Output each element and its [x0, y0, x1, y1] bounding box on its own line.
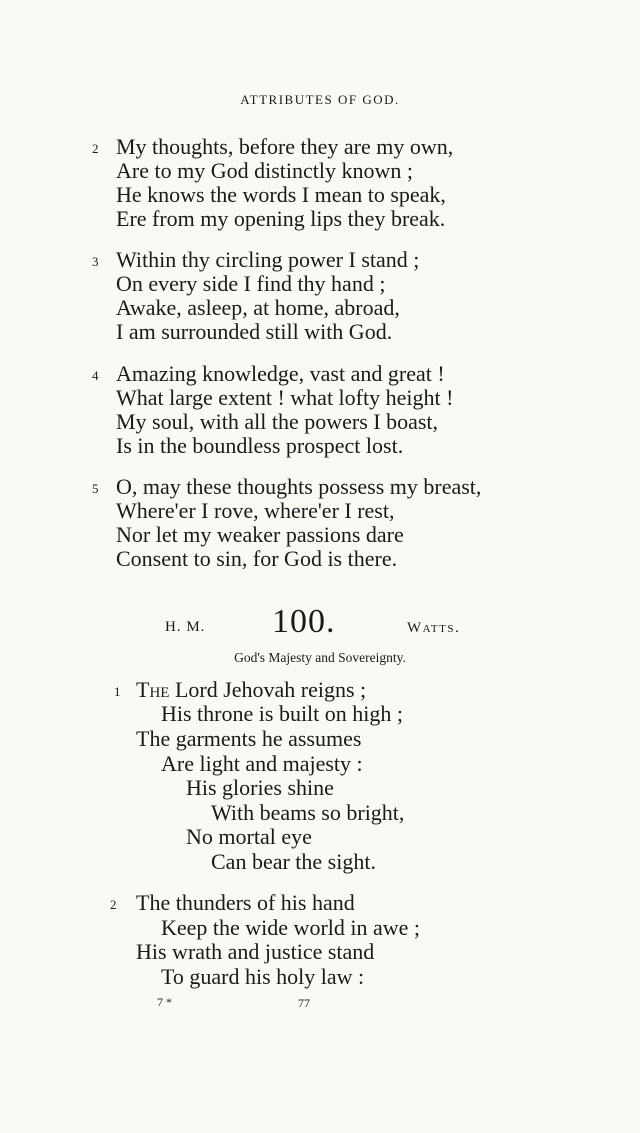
signature-mark: 7 * — [157, 995, 172, 1009]
verse-line: Within thy circling power I stand ; — [116, 247, 420, 272]
verse-line: He knows the words I mean to speak, — [116, 182, 446, 207]
stanza-number: 2 — [110, 897, 117, 912]
verse-line: Amazing knowledge, vast and great ! — [116, 361, 445, 386]
verse-line: Awake, asleep, at home, abroad, — [116, 295, 400, 320]
verse-line: Consent to sin, for God is there. — [116, 546, 398, 571]
verse-line: His glories shine — [186, 775, 334, 800]
verse-line: No mortal eye — [186, 824, 312, 849]
hymn-title: God's Majesty and Sovereignty. — [234, 650, 406, 665]
verse-line: His wrath and justice stand — [136, 939, 375, 964]
verse-line: Is in the boundless prospect lost. — [116, 433, 404, 458]
verse-line: Keep the wide world in awe ; — [161, 915, 421, 940]
hymn-number: 100. — [272, 603, 336, 640]
verse-line: Nor let my weaker passions dare — [116, 522, 404, 547]
hymn-meter: H. M. — [165, 619, 206, 635]
stanza-number: 3 — [92, 254, 99, 269]
verse-line: Are to my God distinctly known ; — [116, 158, 413, 183]
verse-line: The garments he assumes — [136, 726, 362, 751]
verse-line: I am surrounded still with God. — [116, 319, 393, 344]
verse-line: O, may these thoughts possess my breast, — [116, 474, 482, 499]
verse-line: My thoughts, before they are my own, — [116, 134, 454, 159]
verse-line: Are light and majesty : — [161, 751, 363, 776]
verse-line: With beams so bright, — [211, 800, 405, 825]
verse-line-rest: Lord Jehovah reigns ; — [169, 677, 367, 702]
verse-line — [136, 678, 366, 702]
running-head: ATTRIBUTES OF GOD. — [240, 92, 400, 107]
verse-line: His throne is built on high ; — [161, 701, 403, 726]
page-number: 77 — [298, 996, 310, 1010]
stanza-number: 4 — [92, 368, 99, 383]
verse-line: What large extent ! what lofty height ! — [116, 385, 454, 410]
verse-line: To guard his holy law : — [161, 964, 365, 989]
hymn-author: Watts. — [407, 620, 461, 636]
stanza-number: 2 — [92, 141, 99, 156]
verse-line: On every side I find thy hand ; — [116, 271, 386, 296]
verse-line: Ere from my opening lips they break. — [116, 206, 446, 231]
first-word: The — [136, 677, 170, 702]
hymn-heading — [0, 603, 640, 643]
verse-line: Can bear the sight. — [211, 849, 376, 874]
verse-line: The thunders of his hand — [136, 890, 355, 915]
verse-line: Where'er I rove, where'er I rest, — [116, 498, 395, 523]
stanza-number: 5 — [92, 481, 99, 496]
stanza-number: 1 — [114, 684, 121, 699]
verse-line: My soul, with all the powers I boast, — [116, 409, 439, 434]
